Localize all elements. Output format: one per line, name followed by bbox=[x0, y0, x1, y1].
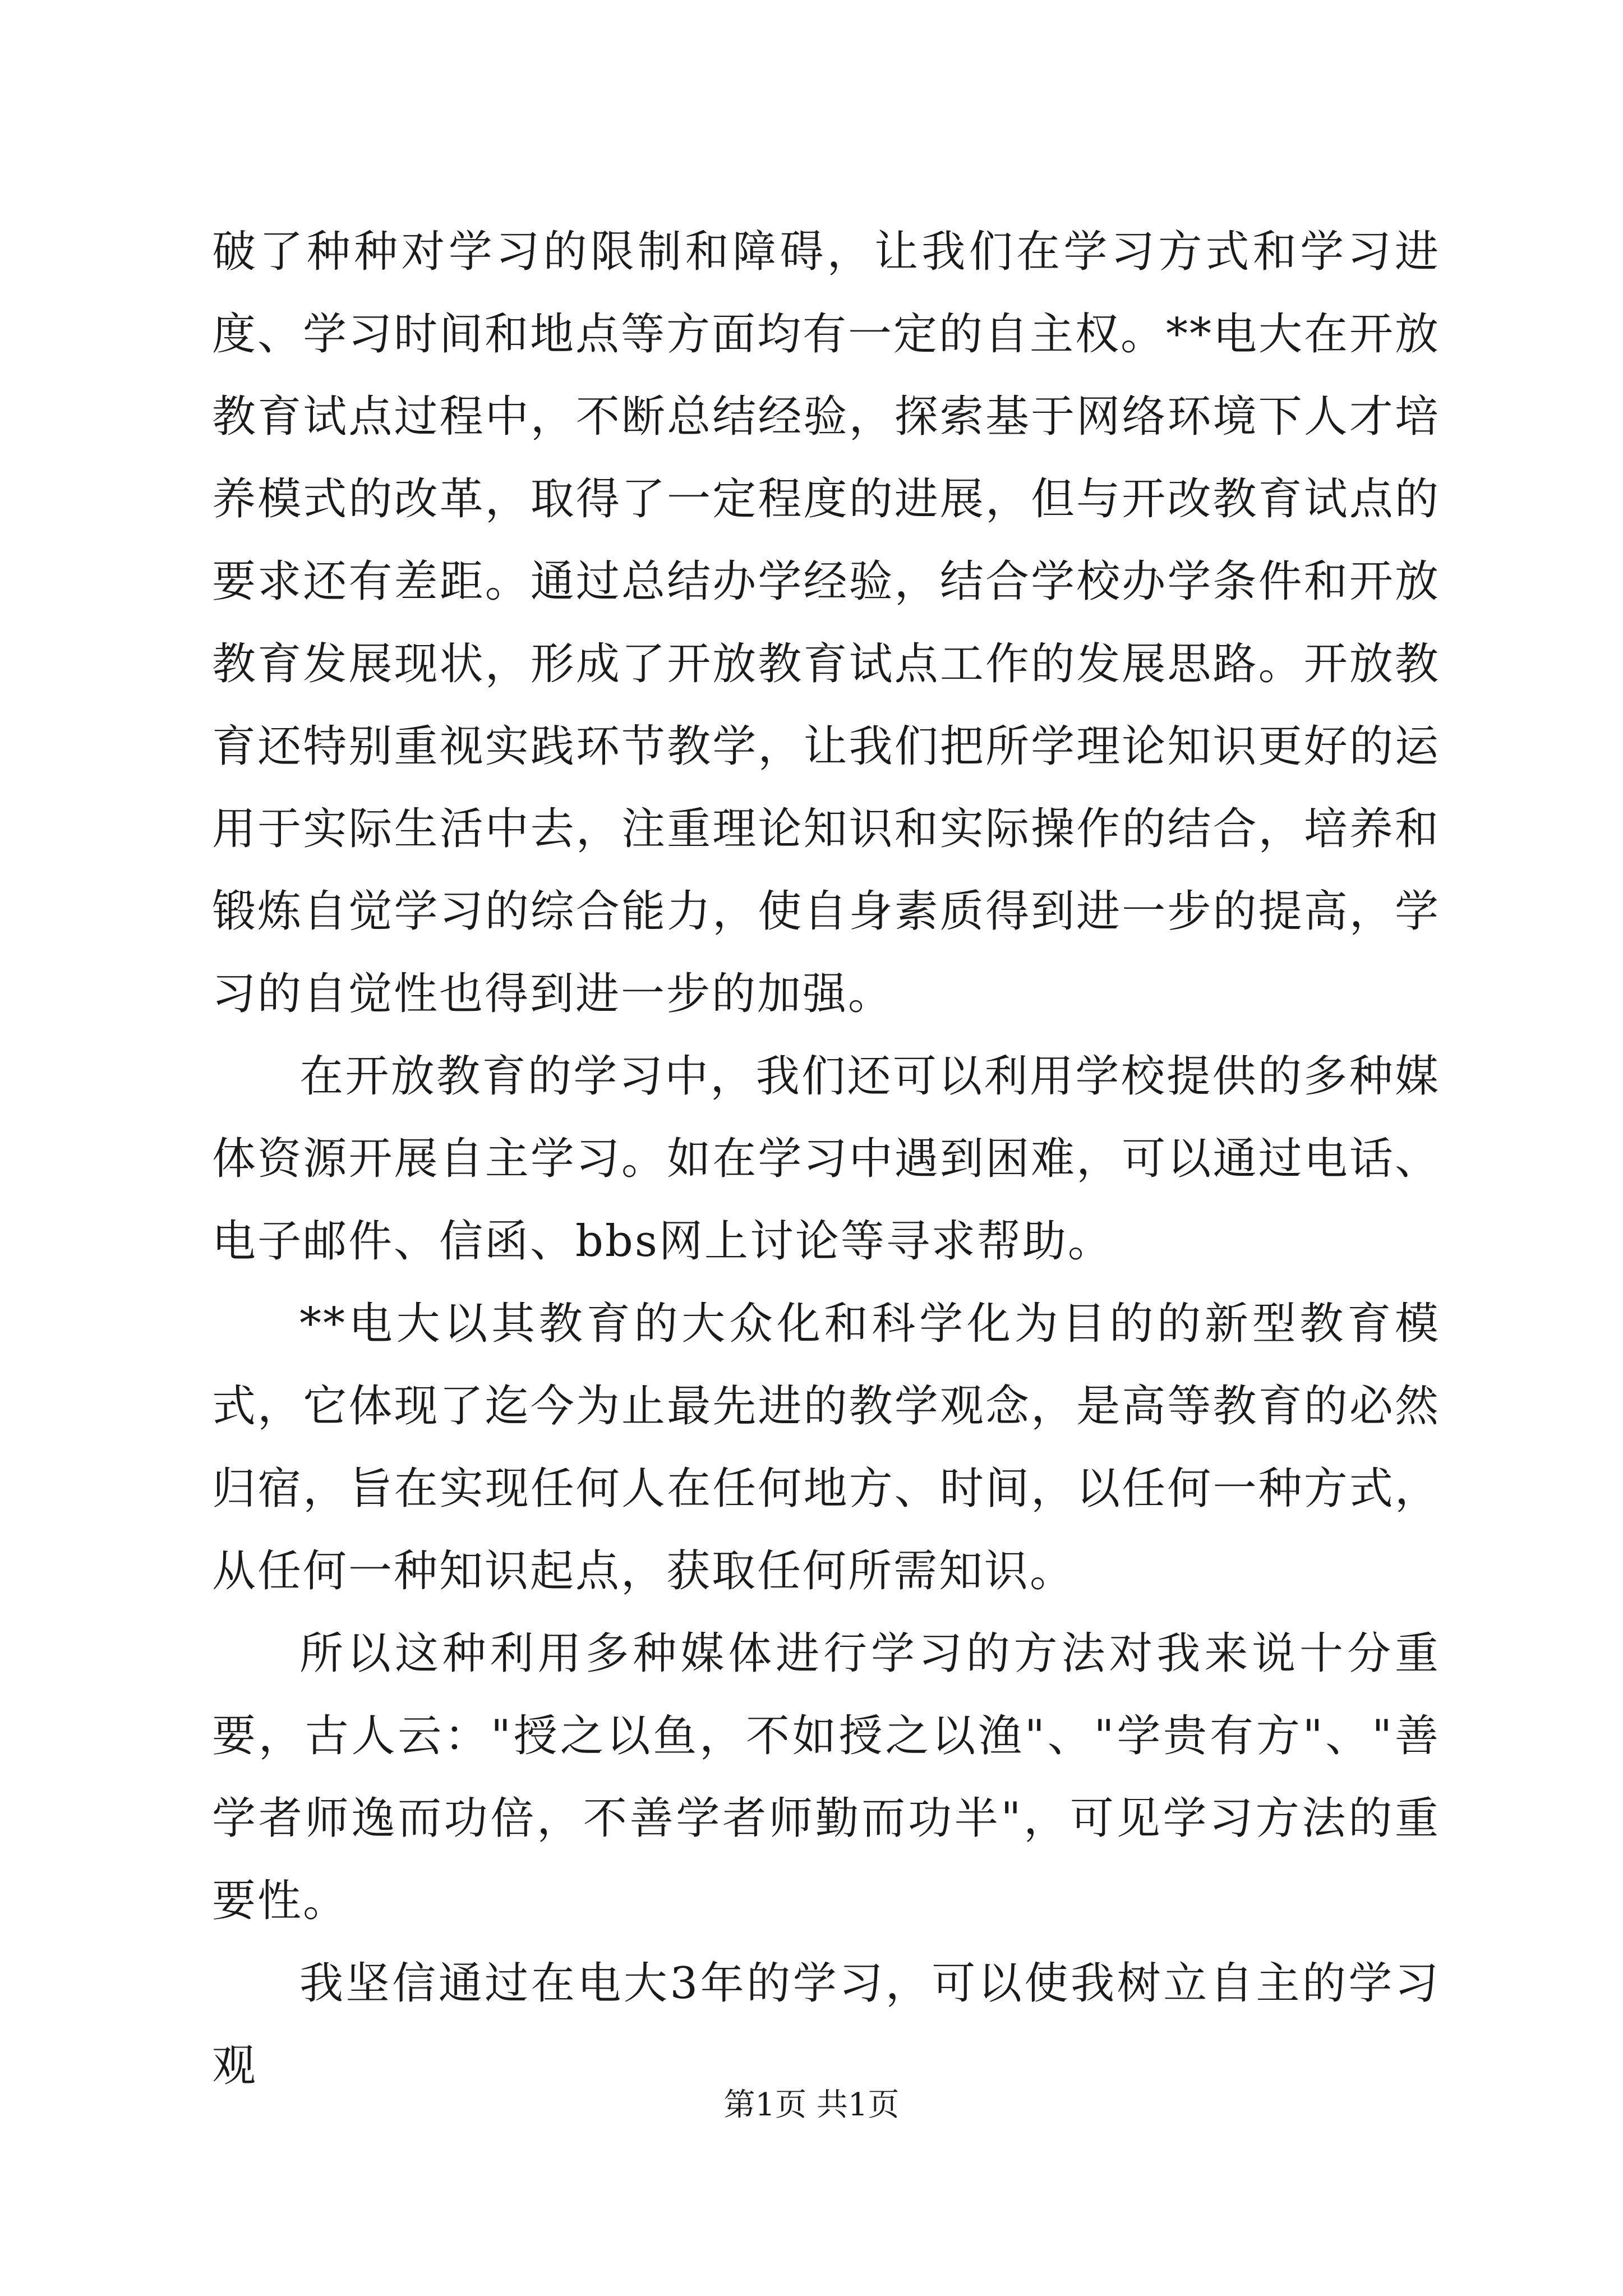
paragraph-4: 所以这种利用多种媒体进行学习的方法对我来说十分重要，古人云："授之以鱼，不如授之以渔"、"学贵有方"、"善学者师逸而功倍，不善学者师勤而功半"，可见学习方法的重要性。 bbox=[212, 1628, 1440, 1926]
paragraph-1: 破了种种对学习的限制和障碍，让我们在学习方式和学习进度、学习时间和地点等方面均有一定的自主权。**电大在开放教育试点过程中，不断总结经验，探索基于网络环境下人才培养模式的改革，取得了一定程度的进展，但与开改教育试点的要求还有差距。通过总结办学经验，结合学校办学条件和开放教育发展现状，形成了开放教育试点工作的发展思路。开放教育还特别重视实践环节教学，让我们把所学理论知识更好的运用于实际生活中去，注重理论知识和实际操作的结合，培养和锻炼自觉学习的综合能力，使自身素质得到进一步的提高，学习的自觉性也得到进一步的加强。 bbox=[212, 227, 1441, 1019]
paragraph-3: **电大以其教育的大众化和科学化为目的的新型教育模式，它体现了迄今为止最先进的教学观念，是高等教育的必然归宿，旨在实现任何人在任何地方、时间，以任何一种方式，从任何一种知识起点，获取任何所需知识。 bbox=[212, 1299, 1440, 1596]
paragraph-2: 在开放教育的学习中，我们还可以利用学校提供的多种媒体资源开展自主学习。如在学习中遇到困难，可以通过电话、电子邮件、信函、bbs网上讨论等寻求帮助。 bbox=[212, 1051, 1440, 1267]
page-number-footer: 第1页 共1页 bbox=[723, 2087, 900, 2123]
document-body bbox=[212, 211, 1440, 2108]
paragraph-5: 我坚信通过在电大3年的学习，可以使我树立自主的学习观 bbox=[212, 1958, 1440, 2091]
